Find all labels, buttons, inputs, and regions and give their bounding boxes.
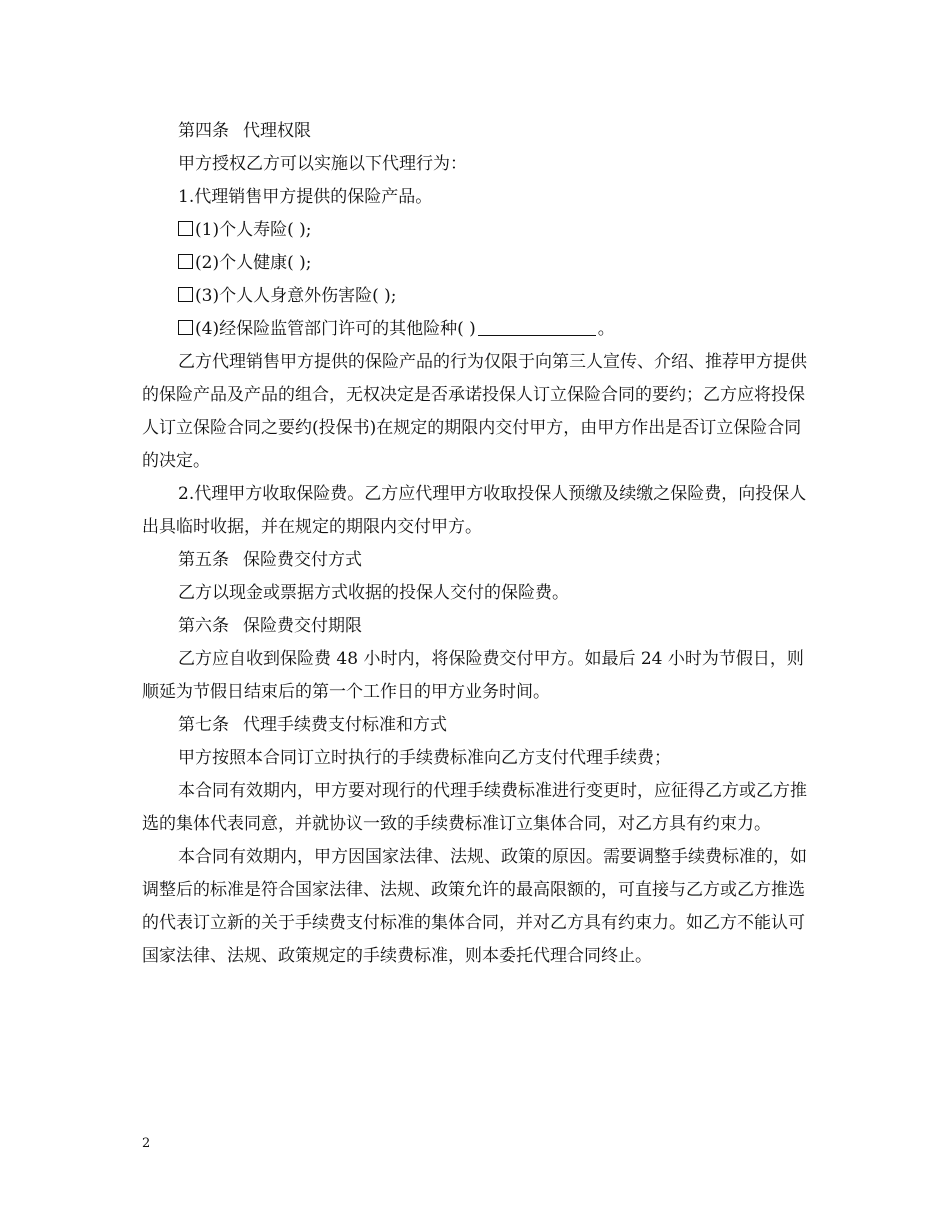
article4-title: 代理权限: [243, 121, 311, 141]
article6-title: 保险费交付期限: [243, 616, 362, 636]
article5-title: 保险费交付方式: [243, 550, 362, 570]
option-label: (1)个人寿险( );: [195, 220, 312, 240]
option-end-punct: 。: [597, 319, 615, 339]
article6-number: 第六条: [178, 616, 229, 636]
option-accident-insurance: [142, 280, 814, 313]
checkbox-icon: [178, 221, 193, 236]
article6-text: 乙方应自收到保险费 48 小时内，将保险费交付甲方。如最后 24 小时为节假日，则顺延为节假日结束后的第一个工作日的甲方业务时间。: [142, 649, 804, 702]
article6-heading: [142, 610, 814, 643]
checkbox-icon: [178, 320, 193, 335]
option-label: (2)个人健康( );: [195, 253, 312, 273]
option-life-insurance: [142, 214, 814, 247]
checkbox-icon: [178, 287, 193, 302]
article4-item1: 1.代理销售甲方提供的保险产品。: [178, 187, 433, 207]
article7-title: 代理手续费支付标准和方式: [243, 715, 447, 735]
article4-paragraph1: 乙方代理销售甲方提供的保险产品的行为仅限于向第三人宣传、介绍、推荐甲方提供的保险产品及产品的组合，无权决定是否承诺投保人订立保险合同的要约；乙方应将投保人订立保险合同之要约(投保书)在规定的期限内交付甲方，由甲方作出是否订立保险合同的决定。: [142, 352, 807, 471]
page-number: 2: [142, 1136, 151, 1151]
article5-number: 第五条: [178, 550, 229, 570]
article4-item2: 2.代理甲方收取保险费。乙方应代理甲方收取投保人预缴及续缴之保险费，向投保人出具临时收据，并在规定的期限内交付甲方。: [142, 484, 807, 537]
article7-number: 第七条: [178, 715, 229, 735]
article7-text3: 本合同有效期内，甲方因国家法律、法规、政策的原因。需要调整手续费标准的，如调整后的标准是符合国家法律、法规、政策允许的最高限额的，可直接与乙方或乙方推选的代表订立新的关于手续费支付标准的集体合同，并对乙方具有约束力。如乙方不能认可国家法律、法规、政策规定的手续费标准，则本委托代理合同终止。: [142, 847, 807, 966]
article7-text2: 本合同有效期内，甲方要对现行的代理手续费标准进行变更时，应征得乙方或乙方推选的集体代表同意，并就协议一致的手续费标准订立集体合同，对乙方具有约束力。: [142, 781, 807, 834]
article5-text: 乙方以现金或票据方式收据的投保人交付的保险费。: [178, 583, 569, 603]
fill-in-blank: [478, 319, 596, 336]
article7-text1: 甲方按照本合同订立时执行的手续费标准向乙方支付代理手续费；: [178, 748, 671, 768]
option-label: (3)个人人身意外伤害险( );: [195, 286, 397, 306]
article4-heading: [142, 115, 814, 148]
option-health-insurance: [142, 247, 814, 280]
option-other-insurance: [142, 313, 814, 346]
article4-number: 第四条: [178, 121, 229, 141]
article4-intro: 甲方授权乙方可以实施以下代理行为：: [178, 154, 467, 174]
article7-heading: [142, 709, 814, 742]
article5-heading: [142, 544, 814, 577]
checkbox-icon: [178, 254, 193, 269]
option-label: (4)经保险监管部门许可的其他险种( ): [195, 319, 476, 339]
document-body: [142, 115, 814, 973]
